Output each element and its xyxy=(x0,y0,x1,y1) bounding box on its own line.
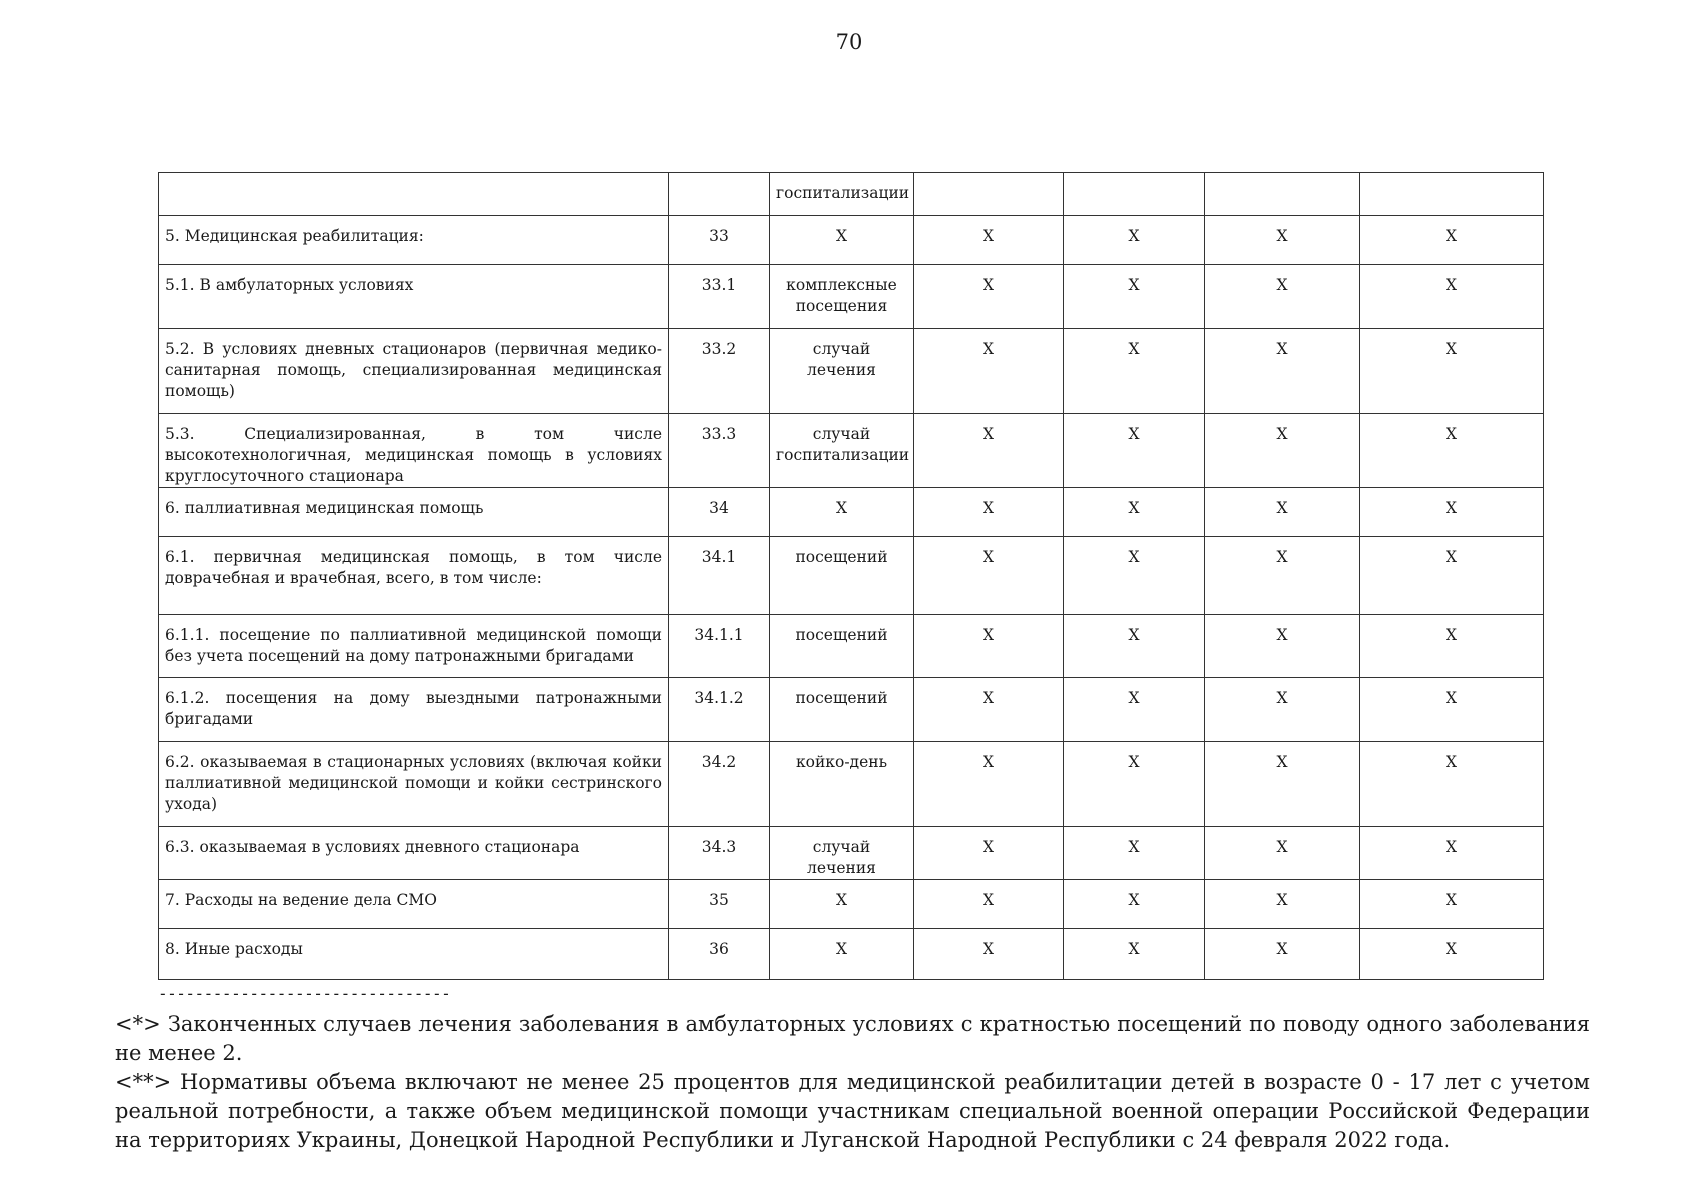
row-number-cell: 34.1.1 xyxy=(669,615,770,678)
value-cell-4: Х xyxy=(1360,742,1544,827)
row-name-cell: 5.1. В амбулаторных условиях xyxy=(159,265,669,329)
unit-cell: случай лечения xyxy=(770,329,914,414)
table-row xyxy=(159,678,1544,742)
table-row xyxy=(159,414,1544,488)
value-cell-1: Х xyxy=(914,329,1064,414)
row-number-cell xyxy=(669,173,770,216)
row-number-cell: 33 xyxy=(669,216,770,265)
value-cell-3: Х xyxy=(1205,329,1360,414)
value-cell-2: Х xyxy=(1064,265,1205,329)
row-number-cell: 35 xyxy=(669,880,770,929)
row-number-cell: 34.1.2 xyxy=(669,678,770,742)
table-row xyxy=(159,265,1544,329)
unit-cell: Х xyxy=(770,216,914,265)
table-row xyxy=(159,742,1544,827)
value-cell-2: Х xyxy=(1064,414,1205,488)
value-cell-3: Х xyxy=(1205,216,1360,265)
row-number-cell: 34.3 xyxy=(669,827,770,880)
row-number-cell: 33.1 xyxy=(669,265,770,329)
value-cell-4: Х xyxy=(1360,488,1544,537)
table-row xyxy=(159,329,1544,414)
value-cell-4: Х xyxy=(1360,615,1544,678)
unit-cell: посещений xyxy=(770,537,914,615)
unit-cell: посещений xyxy=(770,615,914,678)
footnotes xyxy=(115,1010,1590,1155)
value-cell-1: Х xyxy=(914,742,1064,827)
row-number-cell: 33.3 xyxy=(669,414,770,488)
row-number-cell: 33.2 xyxy=(669,329,770,414)
value-cell-1: Х xyxy=(914,827,1064,880)
footnote-separator: -------------------------------- xyxy=(158,984,451,1003)
value-cell-3: Х xyxy=(1205,537,1360,615)
unit-cell: Х xyxy=(770,929,914,980)
value-cell-4 xyxy=(1360,173,1544,216)
table-row xyxy=(159,537,1544,615)
value-cell-3: Х xyxy=(1205,827,1360,880)
value-cell-2: Х xyxy=(1064,742,1205,827)
value-cell-4: Х xyxy=(1360,216,1544,265)
norms-table xyxy=(158,172,1544,980)
unit-cell: случай госпитализации xyxy=(770,414,914,488)
value-cell-3: Х xyxy=(1205,880,1360,929)
row-number-cell: 34.1 xyxy=(669,537,770,615)
value-cell-2: Х xyxy=(1064,537,1205,615)
table-row xyxy=(159,216,1544,265)
row-name-cell: 5.3. Специализированная, в том числе высокотехнологичная, медицинская помощь в условиях круглосуточного стационара xyxy=(159,414,669,488)
table-row xyxy=(159,827,1544,880)
value-cell-1: Х xyxy=(914,414,1064,488)
value-cell-2: Х xyxy=(1064,929,1205,980)
value-cell-1: Х xyxy=(914,216,1064,265)
value-cell-2: Х xyxy=(1064,329,1205,414)
value-cell-3: Х xyxy=(1205,678,1360,742)
footnote-1: <*> Законченных случаев лечения заболевания в амбулаторных условиях с кратностью посещений по поводу одного заболевания не менее 2. xyxy=(115,1012,1590,1065)
value-cell-3 xyxy=(1205,173,1360,216)
row-number-cell: 34.2 xyxy=(669,742,770,827)
value-cell-1: Х xyxy=(914,265,1064,329)
unit-cell: Х xyxy=(770,488,914,537)
value-cell-1: Х xyxy=(914,678,1064,742)
value-cell-4: Х xyxy=(1360,414,1544,488)
value-cell-2 xyxy=(1064,173,1205,216)
value-cell-2: Х xyxy=(1064,827,1205,880)
row-name-cell: 5.2. В условиях дневных стационаров (первичная медико-санитарная помощь, специализированная медицинская помощь) xyxy=(159,329,669,414)
unit-cell: посещений xyxy=(770,678,914,742)
row-name-cell: 6.3. оказываемая в условиях дневного стационара xyxy=(159,827,669,880)
value-cell-4: Х xyxy=(1360,880,1544,929)
unit-cell: койко-день xyxy=(770,742,914,827)
value-cell-3: Х xyxy=(1205,929,1360,980)
row-name-cell: 7. Расходы на ведение дела СМО xyxy=(159,880,669,929)
value-cell-3: Х xyxy=(1205,488,1360,537)
unit-cell: госпитализации xyxy=(770,173,914,216)
row-number-cell: 36 xyxy=(669,929,770,980)
value-cell-1: Х xyxy=(914,537,1064,615)
value-cell-3: Х xyxy=(1205,742,1360,827)
table-body xyxy=(159,173,1544,980)
unit-cell: Х xyxy=(770,880,914,929)
unit-cell: комплексные посещения xyxy=(770,265,914,329)
value-cell-4: Х xyxy=(1360,827,1544,880)
value-cell-2: Х xyxy=(1064,678,1205,742)
value-cell-2: Х xyxy=(1064,880,1205,929)
value-cell-3: Х xyxy=(1205,615,1360,678)
value-cell-1: Х xyxy=(914,488,1064,537)
value-cell-3: Х xyxy=(1205,265,1360,329)
row-name-cell: 6.1. первичная медицинская помощь, в том числе доврачебная и врачебная, всего, в том числе: xyxy=(159,537,669,615)
value-cell-4: Х xyxy=(1360,537,1544,615)
table-row xyxy=(159,880,1544,929)
value-cell-1: Х xyxy=(914,615,1064,678)
row-name-cell xyxy=(159,173,669,216)
row-number-cell: 34 xyxy=(669,488,770,537)
row-name-cell: 5. Медицинская реабилитация: xyxy=(159,216,669,265)
row-name-cell: 8. Иные расходы xyxy=(159,929,669,980)
value-cell-4: Х xyxy=(1360,929,1544,980)
value-cell-1: Х xyxy=(914,929,1064,980)
value-cell-4: Х xyxy=(1360,265,1544,329)
value-cell-1: Х xyxy=(914,880,1064,929)
table-row xyxy=(159,173,1544,216)
table-row xyxy=(159,929,1544,980)
value-cell-2: Х xyxy=(1064,216,1205,265)
unit-cell: случай лечения xyxy=(770,827,914,880)
value-cell-2: Х xyxy=(1064,615,1205,678)
value-cell-2: Х xyxy=(1064,488,1205,537)
row-name-cell: 6.1.1. посещение по паллиативной медицинской помощи без учета посещений на дому патронажными бригадами xyxy=(159,615,669,678)
value-cell-1 xyxy=(914,173,1064,216)
row-name-cell: 6.1.2. посещения на дому выездными патронажными бригадами xyxy=(159,678,669,742)
row-name-cell: 6.2. оказываемая в стационарных условиях (включая койки паллиативной медицинской помощи и койки сестринского ухода) xyxy=(159,742,669,827)
table-row xyxy=(159,615,1544,678)
value-cell-4: Х xyxy=(1360,329,1544,414)
page-number: 70 xyxy=(835,30,863,54)
value-cell-4: Х xyxy=(1360,678,1544,742)
value-cell-3: Х xyxy=(1205,414,1360,488)
table-row xyxy=(159,488,1544,537)
row-name-cell: 6. паллиативная медицинская помощь xyxy=(159,488,669,537)
footnote-2: <**> Нормативы объема включают не менее 25 процентов для медицинской реабилитации детей в возрасте 0 - 17 лет с учетом реальной потребности, а также объем медицинской помощи участникам специальной военной операции Российской Федерации на территориях Украины, Донецкой Народной Республики и Луганской Народной Республики с 24 февраля 2022 года. xyxy=(115,1070,1590,1152)
